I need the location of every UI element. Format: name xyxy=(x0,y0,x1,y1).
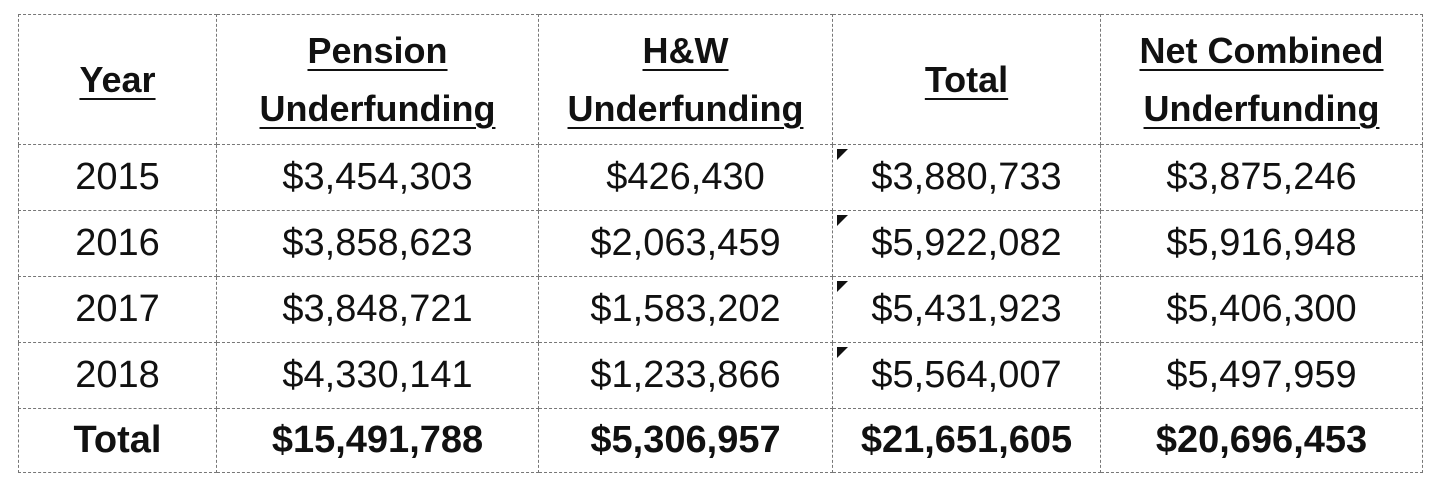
totals-net-cell: $20,696,453 xyxy=(1101,409,1423,473)
header-year-label: Year xyxy=(79,58,156,100)
total-value: $5,922,082 xyxy=(871,222,1062,264)
hw-cell: $426,430 xyxy=(539,145,833,211)
hw-cell: $2,063,459 xyxy=(539,211,833,277)
header-total-label: Total xyxy=(924,58,1009,100)
total-cell xyxy=(833,343,1101,409)
underfunding-table-container xyxy=(18,14,1422,472)
comment-flag-icon xyxy=(837,281,848,292)
header-hw-line1: H&W xyxy=(642,29,729,71)
totals-hw-cell: $5,306,957 xyxy=(539,409,833,473)
table-row xyxy=(19,145,1423,211)
header-row xyxy=(19,15,1423,145)
total-value: $5,431,923 xyxy=(871,288,1062,330)
pension-cell: $3,858,623 xyxy=(217,211,539,277)
header-net-line1: Net Combined xyxy=(1139,29,1384,71)
year-cell: 2018 xyxy=(19,343,217,409)
hw-cell: $1,583,202 xyxy=(539,277,833,343)
header-net-line2: Underfunding xyxy=(1143,87,1380,129)
totals-pension-cell: $15,491,788 xyxy=(217,409,539,473)
header-hw-line2: Underfunding xyxy=(567,87,804,129)
header-hw-underfunding xyxy=(539,15,833,145)
table-row xyxy=(19,343,1423,409)
net-cell: $5,916,948 xyxy=(1101,211,1423,277)
header-pension-line1: Pension xyxy=(307,29,448,71)
pension-cell: $3,848,721 xyxy=(217,277,539,343)
total-cell xyxy=(833,277,1101,343)
year-cell: 2016 xyxy=(19,211,217,277)
year-cell: 2017 xyxy=(19,277,217,343)
pension-cell: $3,454,303 xyxy=(217,145,539,211)
total-value: $5,564,007 xyxy=(871,354,1062,396)
totals-row xyxy=(19,409,1423,473)
table-row xyxy=(19,277,1423,343)
hw-cell: $1,233,866 xyxy=(539,343,833,409)
totals-label-cell: Total xyxy=(19,409,217,473)
header-pension-line2: Underfunding xyxy=(259,87,496,129)
underfunding-table xyxy=(18,14,1423,473)
header-total xyxy=(833,15,1101,145)
header-pension-underfunding xyxy=(217,15,539,145)
table-row xyxy=(19,211,1423,277)
net-cell: $5,497,959 xyxy=(1101,343,1423,409)
total-value: $3,880,733 xyxy=(871,156,1062,198)
comment-flag-icon xyxy=(837,347,848,358)
pension-cell: $4,330,141 xyxy=(217,343,539,409)
year-cell: 2015 xyxy=(19,145,217,211)
comment-flag-icon xyxy=(837,149,848,160)
total-cell xyxy=(833,145,1101,211)
total-cell xyxy=(833,211,1101,277)
net-cell: $5,406,300 xyxy=(1101,277,1423,343)
net-cell: $3,875,246 xyxy=(1101,145,1423,211)
comment-flag-icon xyxy=(837,215,848,226)
header-net-combined-underfunding xyxy=(1101,15,1423,145)
totals-total-cell: $21,651,605 xyxy=(833,409,1101,473)
header-year xyxy=(19,15,217,145)
